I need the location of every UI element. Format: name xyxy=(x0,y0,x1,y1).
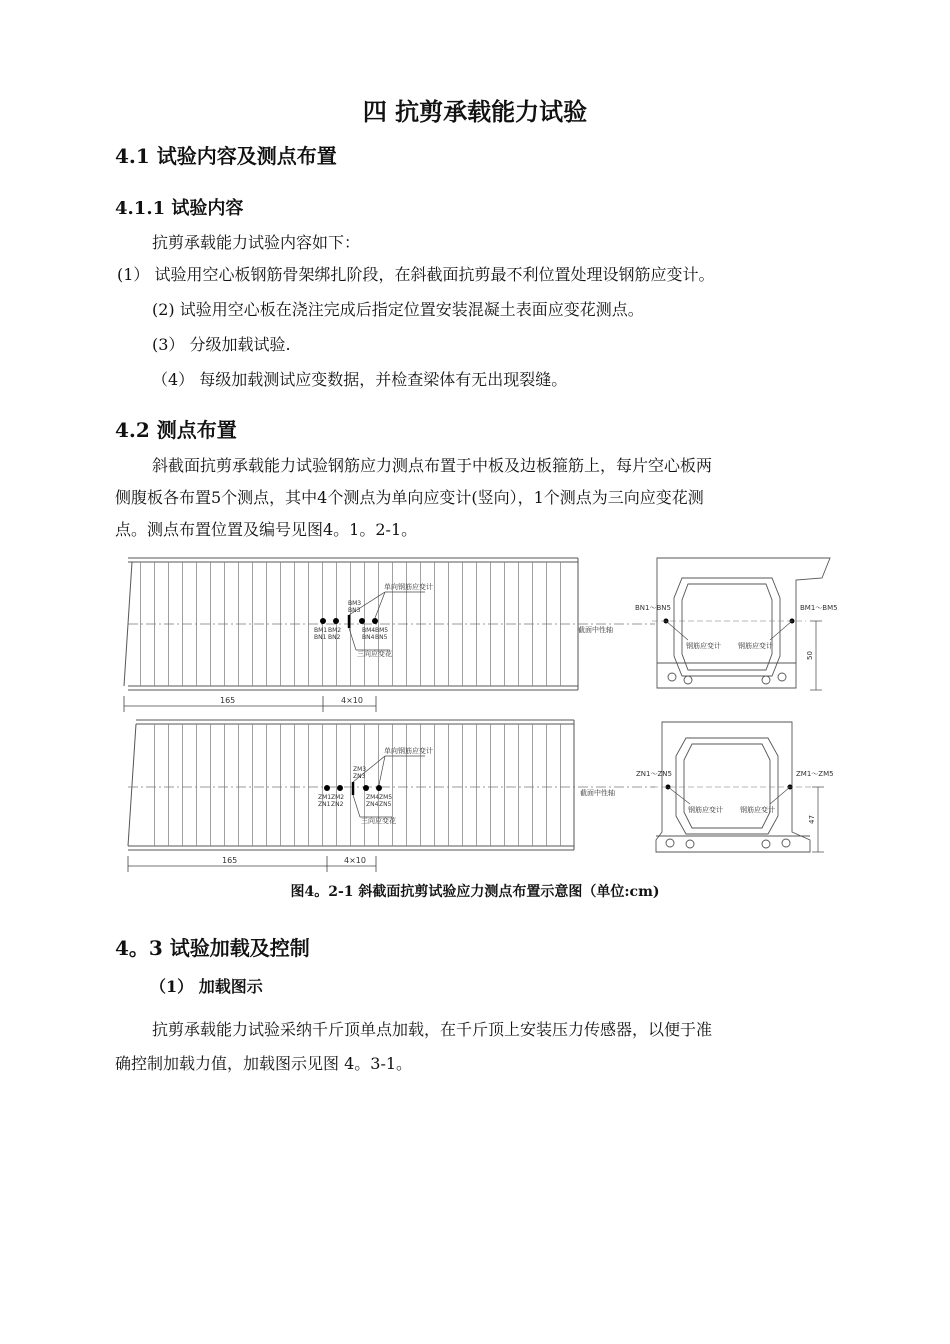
paragraph-line: 确控制加载力值，加载图示见图 4。3-1。 xyxy=(115,1054,413,1073)
gauge-label: BN1 xyxy=(314,634,327,641)
paragraph-line: 点。测点布置位置及编号见图4。1。2-1。 xyxy=(115,520,418,539)
top-centerline-label: 截面中性轴 xyxy=(578,626,613,634)
top-cross-section xyxy=(657,558,830,688)
top-section-left-label: BN1～BN5 xyxy=(635,604,671,612)
loading-diagram-subheading: （1） 加载图示 xyxy=(150,977,263,996)
gauge-label: BM5 xyxy=(375,627,389,634)
bottom-elevation xyxy=(128,720,655,872)
top-section-right-label: BM1～BM5 xyxy=(800,604,838,612)
gauge-label: BM3 xyxy=(348,600,362,607)
list-item-4: （4） 每级加载测试应变数据，并检查梁体有无出现裂缝。 xyxy=(152,370,568,389)
list-item-2: (2) 试验用空心板在浇注完成后指定位置安装混凝土表面应变花测点。 xyxy=(152,300,644,319)
section-4-1-heading: 4.1 试验内容及测点布置 xyxy=(115,144,337,168)
chapter-title: 四 抗剪承载能力试验 xyxy=(362,97,588,126)
section-4-3-heading: 4。3 试验加载及控制 xyxy=(115,936,310,960)
gauge-label: BM2 xyxy=(328,627,342,634)
top-section-inner-right: 钢筋应变计 xyxy=(738,642,773,650)
top-single-gauge-label: 单向钢筋应变计 xyxy=(384,583,433,591)
top-dim-left: 165 xyxy=(220,696,236,705)
section-4-2-heading: 4.2 测点布置 xyxy=(115,418,237,442)
gauge-label: ZN4 xyxy=(366,801,379,808)
bottom-section-markers xyxy=(636,770,834,852)
gauge-label: ZM5 xyxy=(379,794,393,801)
gauge-label: BN2 xyxy=(328,634,341,641)
bottom-section-inner-left: 钢筋应变计 xyxy=(688,806,723,814)
top-section-inner-left: 钢筋应变计 xyxy=(686,642,721,650)
bottom-section-inner-right: 钢筋应变计 xyxy=(740,806,775,814)
gauge-label: BM4 xyxy=(362,627,376,634)
bottom-dim-right: 4×10 xyxy=(344,856,366,865)
gauge-label: ZM2 xyxy=(331,794,345,801)
bottom-dim-left: 165 xyxy=(222,856,238,865)
intro-text: 抗剪承载能力试验内容如下： xyxy=(152,233,361,252)
gauge-label: ZN1 xyxy=(318,801,331,808)
gauge-label: ZM4 xyxy=(366,794,380,801)
paragraph-line: 侧腹板各布置5个测点，其中4个测点为单向应变计(竖向），1个测点为三向应变花测 xyxy=(115,488,704,507)
gauge-label: BN3 xyxy=(348,607,361,614)
paragraph-line: 抗剪承载能力试验采纳千斤顶单点加载，在千斤顶上安装压力传感器，以便于准 xyxy=(152,1020,713,1039)
bottom-centerline-label: 截面中性轴 xyxy=(580,789,615,797)
list-item-3: (3） 分级加载试验. xyxy=(152,335,291,354)
gauge-label: ZN2 xyxy=(331,801,344,808)
top-rosette-label: 三向应变花 xyxy=(357,650,392,658)
list-item-1: (1） 试验用空心板钢筋骨架绑扎阶段，在斜截面抗剪最不利位置处理设钢筋应变计。 xyxy=(117,265,715,284)
gauge-label: BM1 xyxy=(314,627,328,634)
gauge-label: BN5 xyxy=(375,634,388,641)
gauge-label: ZN5 xyxy=(379,801,392,808)
gauge-label: ZM1 xyxy=(318,794,332,801)
top-section-height: 50 xyxy=(806,651,814,660)
gauge-label: ZN3 xyxy=(353,773,366,780)
top-section-markers xyxy=(635,604,838,690)
paragraph-line: 斜截面抗剪承载能力试验钢筋应力测点布置于中板及边板箍筋上，每片空心板两 xyxy=(152,456,713,475)
gauge-label: BN4 xyxy=(362,634,375,641)
gauge-label: ZM3 xyxy=(353,766,367,773)
top-elevation xyxy=(124,558,655,712)
section-4-1-1-heading: 4.1.1 试验内容 xyxy=(115,198,244,219)
figure-caption: 图4。2-1 斜截面抗剪试验应力测点布置示意图（单位:cm) xyxy=(290,884,660,900)
bottom-section-left-label: ZN1～ZN5 xyxy=(636,770,672,778)
bottom-single-gauge-label: 单向钢筋应变计 xyxy=(384,747,433,755)
bottom-rosette-label: 三向应变花 xyxy=(361,817,396,825)
top-dim-right: 4×10 xyxy=(341,696,363,705)
bottom-section-right-label: ZM1～ZM5 xyxy=(796,770,834,778)
bottom-section-height: 47 xyxy=(808,815,816,824)
